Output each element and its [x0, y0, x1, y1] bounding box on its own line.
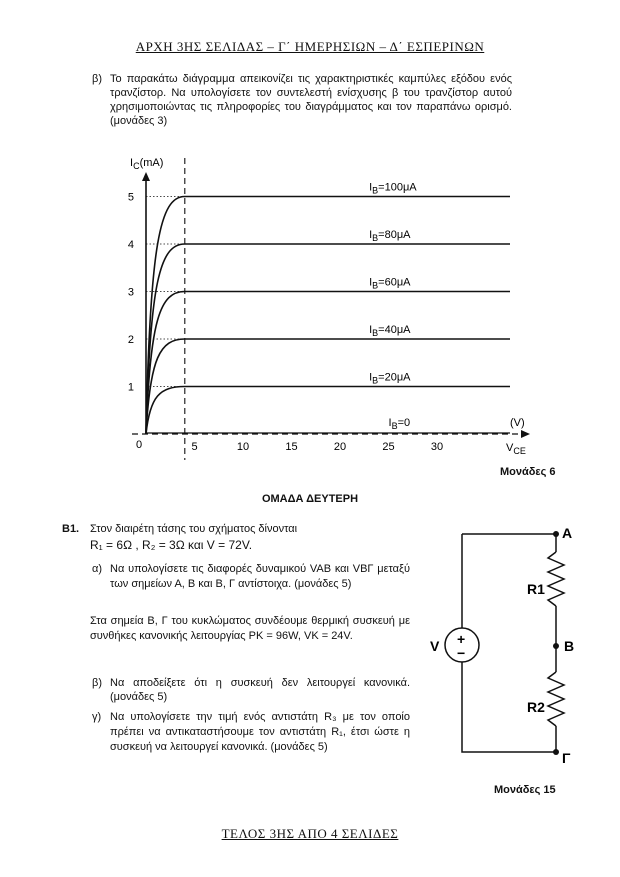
series-label: $I_B=0$ [388, 417, 411, 431]
part-b-label: β) [92, 73, 102, 85]
series-label: $I_B=20\mu A$ [369, 371, 411, 386]
b1-a-text: Να υπολογίσετε τις διαφορές δυναμικού VAB και VΒΓ μεταξύ των σημείων Α, Β και Β, Γ αντίστοιχα. (μονάδες 5) [110, 563, 410, 590]
b1-c-label: γ) [92, 711, 102, 723]
b1-mid-text: Στα σημεία Β, Γ του κυκλώματος συνδέουμε θερμική συσκευή με συνθήκες κανονικής λειτουργίας PK = 96W, VK = 24V. [90, 615, 410, 642]
series-label: $I_B=40\mu A$ [369, 324, 411, 338]
y-tick-label: 3 [127, 286, 134, 299]
x-tick-label: 15 [285, 441, 298, 453]
x-tick-label: 20 [333, 441, 347, 453]
resistor-r2 [548, 672, 564, 726]
x-tick-label: 5 [191, 441, 198, 453]
marks-b1: Μονάδες 15 [494, 784, 556, 796]
page-footer: ΤΕΛΟΣ 3ΗΣ ΑΠΟ 4 ΣΕΛΙΔΕΣ [221, 826, 399, 841]
series-label: $I_B=60\mu A$ [369, 276, 411, 291]
x-tick-label: 30 [430, 441, 444, 453]
series-curve [146, 292, 510, 435]
node-c-dot [553, 749, 559, 755]
y-axis-label: $I_C(mA)$ [130, 157, 164, 171]
node-b-dot [553, 643, 559, 649]
y-tick-label: 1 [127, 381, 134, 394]
b1-intro-line2: R₁ = 6Ω , R₂ = 3Ω και V = 72V. [90, 538, 253, 552]
transistor-characteristics-chart [110, 150, 550, 462]
origin-label: 0 [136, 439, 143, 451]
wire-top [462, 534, 556, 552]
part-b-text: Το παρακάτω διάγραμμα απεικονίζει τις χαρακτηριστικές καμπύλες εξόδου ενός τρανζίστορ. Να υπολογίσετε τον συντελεστή ενίσχυσης β του τρανζίστορ αυτού χρησιμοποιώντας τις πληροφορίες του διαγράμματος και τον παραπάνω ορισμό. (μονάδες 3) [110, 73, 512, 127]
source-label: V [430, 638, 440, 654]
b1-a-label: α) [92, 563, 103, 575]
y-axis-arrow [142, 172, 150, 181]
b1-b-text: Να αποδείξετε ότι η συσκευή δεν λειτουργεί κανονικά. (μονάδες 5) [110, 677, 410, 703]
b1-b-label: β) [92, 677, 102, 689]
x-unit-label: (V) [510, 417, 525, 429]
r1-label: R1 [527, 581, 545, 597]
node-b-label: Β [564, 638, 575, 654]
source-minus: − [457, 645, 466, 661]
x-tick-label: 10 [236, 441, 250, 453]
marks-part-a: Μονάδες 6 [500, 466, 556, 478]
y-tick-label: 5 [127, 191, 134, 204]
node-a-label: Α [562, 525, 573, 541]
voltage-divider-circuit [430, 520, 590, 770]
y-tick-label: 4 [127, 239, 134, 251]
series-curve [146, 387, 510, 435]
y-tick-label: 2 [127, 334, 134, 346]
x-tick-label: 25 [382, 441, 395, 453]
source-plus: + [457, 631, 466, 647]
series-curve [146, 197, 510, 435]
x-axis-arrow [521, 430, 530, 438]
resistor-r1 [548, 552, 564, 606]
page-header: ΑΡΧΗ 3ΗΣ ΣΕΛΙΔΑΣ – Γ΄ ΗΜΕΡΗΣΙΩΝ – Δ΄ ΕΣΠΕΡΙΝΩΝ [135, 39, 485, 54]
r2-label: R2 [527, 699, 545, 715]
b1-c-text: Να υπολογίσετε την τιμή ενός αντιστάτη R₃ με τον οποίο πρέπει να αντικαταστήσουμε τον αντιστάτη R₁, έτσι ώστε η συσκευή να λειτουργεί κανονικά. (μονάδες 5) [110, 711, 410, 753]
node-a-dot [553, 531, 559, 537]
series-label: $I_B=100\mu A$ [369, 181, 417, 196]
b1-intro-line1: Στον διαιρέτη τάσης του σχήματος δίνονται [90, 523, 298, 535]
series-label: $I_B=80\mu A$ [369, 229, 411, 243]
x-axis-label: $V_{CE}$ [506, 442, 526, 456]
node-c-label: Γ [562, 750, 571, 766]
b1-label: Β1. [62, 523, 80, 535]
group-title: ΟΜΑΔΑ ΔΕΥΤΕΡΗ [261, 493, 359, 505]
